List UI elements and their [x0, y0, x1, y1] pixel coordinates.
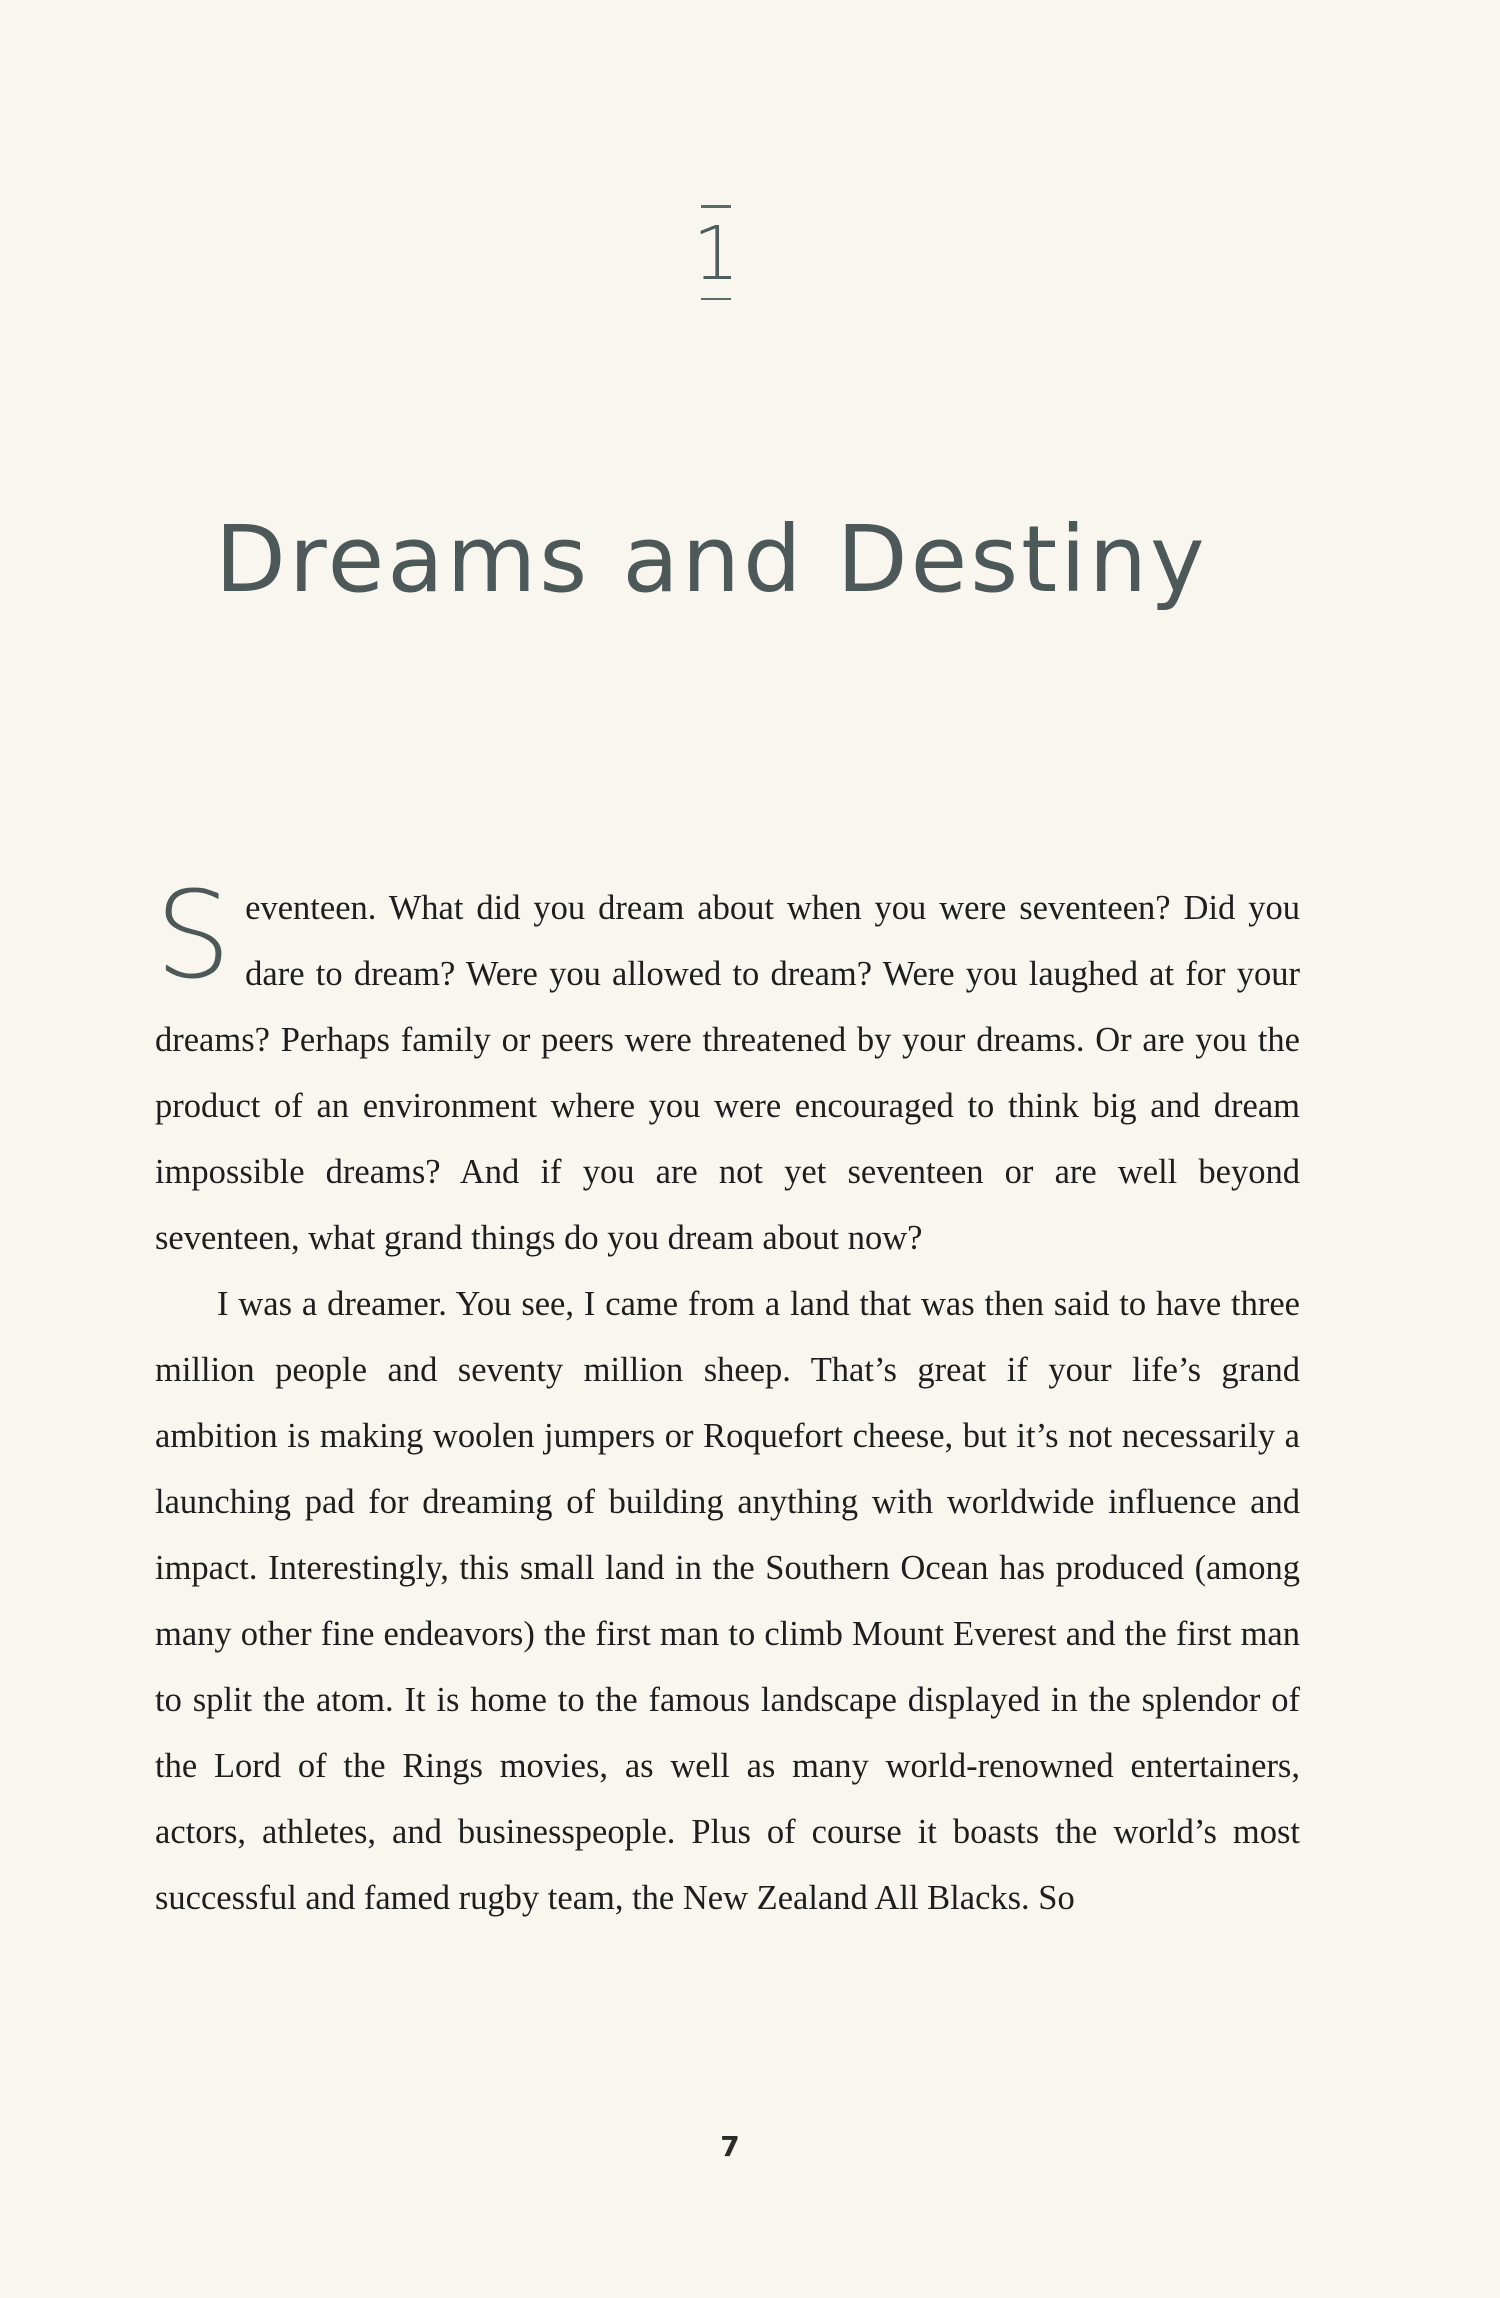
body-text: [155, 867, 1300, 1931]
chapter-number-bottom-rule: [701, 298, 731, 300]
paragraph-second: I was a dreamer. You see, I came from a land that was then said to have three million people and seventy million sheep. That’s great if your life’s grand ambition is making woolen jumpers or Roquefort cheese, but it’s not necessarily a launching pad for dreaming of building anything with worldwide influence and impact. Interestingly, this small land in the Southern Ocean has produced (among many other fine endeavors) the first man to climb Mount Everest and the first man to split the atom. It is home to the famous landscape displayed in the splendor of the Lord of the Rings movies, as well as many world-renowned entertainers, actors, athletes, and businesspeople. Plus of course it boasts the world’s most successful and famed rugby team, the New Zealand All Blacks. So: [155, 1285, 1300, 1917]
chapter-number-top-rule: [701, 205, 731, 208]
drop-cap: S: [155, 867, 232, 1006]
chapter-number-block: [690, 205, 742, 300]
paragraph-first-text: eventeen. What did you dream about when you were seventeen? Did you dare to dream? Were you allowed to dream? Were you laughed at for your dreams? Perhaps family or peers were threatened by your dreams. Or are you the product of an environment where you were encouraged to think big and dream impossible dreams? And if you are not yet seventeen or are well beyond seventeen, what grand things do you dream about now?: [155, 889, 1300, 1257]
chapter-number: 1: [692, 211, 740, 297]
paragraph-first: [155, 867, 1300, 1271]
page-number: 7: [720, 2130, 740, 2163]
chapter-title: Dreams and Destiny: [215, 506, 1208, 613]
